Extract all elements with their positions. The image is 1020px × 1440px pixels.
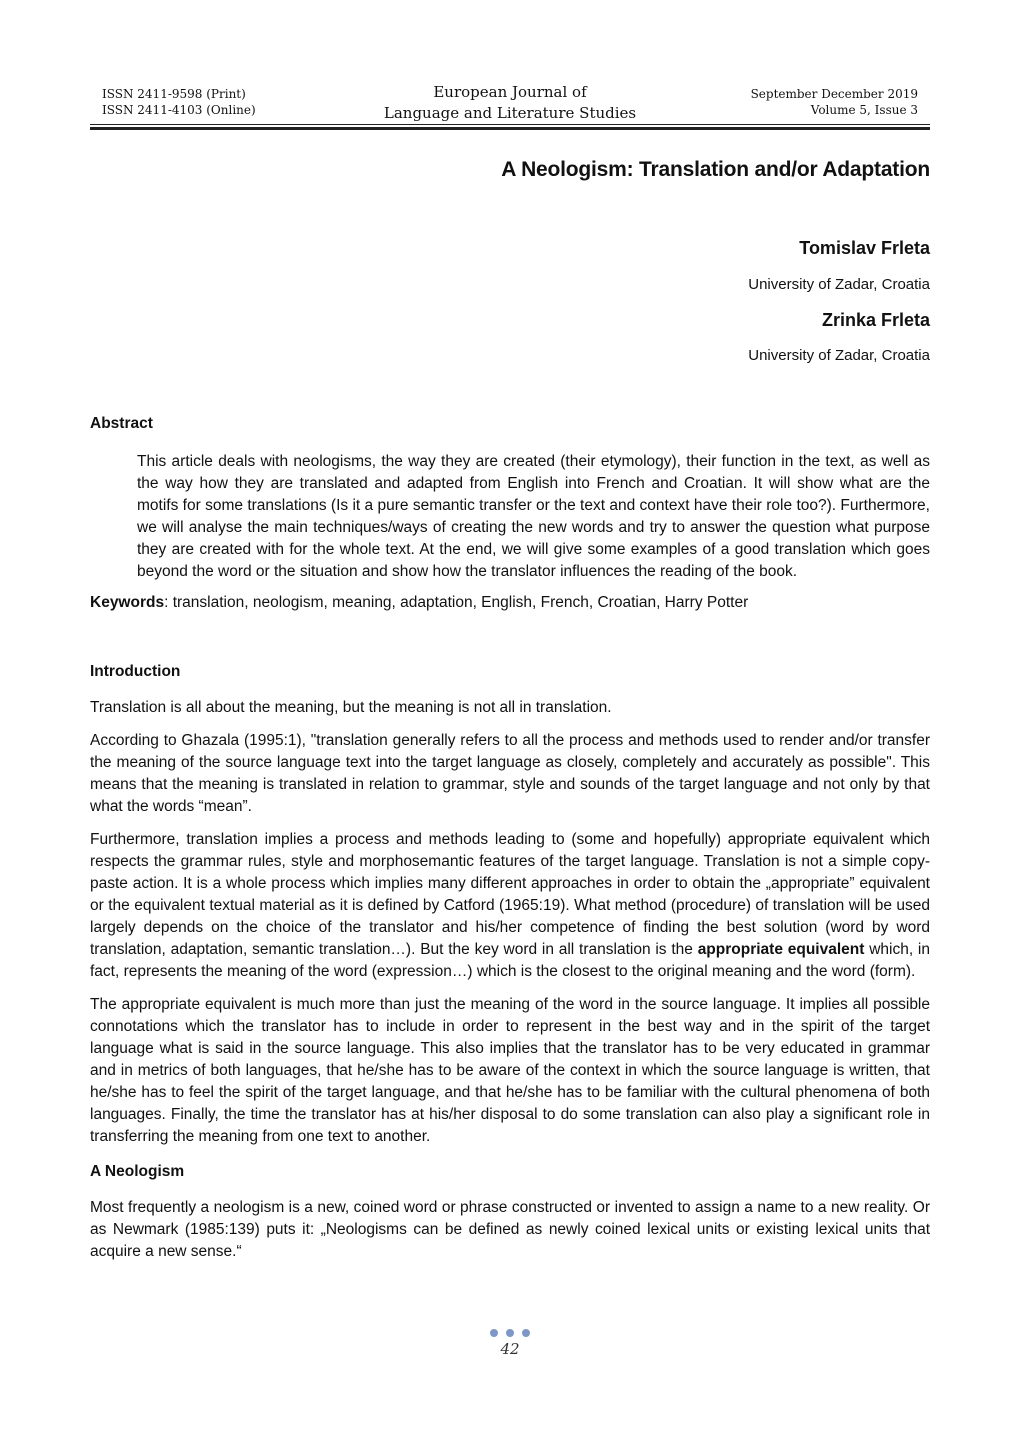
ornament-dot bbox=[522, 1329, 530, 1337]
paragraph: According to Ghazala (1995:1), "translation generally refers to all the process and methods used to render and/or transfer the meaning of the source language text into the target language as closely, completely and accurately as possible". This means that the meaning is translated in relation to grammar, style and sounds of the target language and not only by that what the words “mean”. bbox=[90, 732, 930, 815]
introduction-body bbox=[90, 697, 930, 1159]
paragraph: The appropriate equivalent is much more than just the meaning of the word in the source language. It implies all possible connotations which the translator has to include in order to represent in the best way and in the spirit of the target language what is said in the source language. This also implies that the translator has to be very educated in grammar and in metrics of both languages, that he/she has to be aware of the context in which the source language is written, that he/she has to feel the spirit of the target language, and that he/she has to be familiar with the cultural phenomena of both languages. Finally, the time the translator has at his/her disposal to do some translation can also play a significant role in transferring the meaning from one text to another. bbox=[90, 996, 930, 1145]
author-affiliation: University of Zadar, Croatia bbox=[748, 276, 930, 293]
issue-block bbox=[751, 86, 918, 118]
paragraph-text: Furthermore, translation implies a process and methods leading to (some and hopefully) appropriate equivalent which respects the grammar rules, style and morphosemantic features of the target language. Translation is not a simple copy-paste action. It is a whole process which implies many different approaches in order to obtain the „appropriate” equivalent or the equivalent textual material as it is defined by Catford (1965:19). What method (procedure) of translation will be used largely depends on the choice of the translator and his/her competence of finding the best solution (word by word translation, adaptation, semantic translation…). But the key word in all translation is the bbox=[90, 831, 930, 958]
page-ornament bbox=[490, 1329, 532, 1339]
neologism-body bbox=[90, 1197, 930, 1274]
author-name: Zrinka Frleta bbox=[821, 310, 930, 330]
keywords-list: : translation, neologism, meaning, adaptation, English, French, Croatian, Harry Potter bbox=[164, 594, 749, 611]
author-affiliation: University of Zadar, Croatia bbox=[748, 347, 930, 364]
issn-online: ISSN 2411-4103 (Online) bbox=[102, 103, 256, 117]
introduction-heading: Introduction bbox=[90, 663, 181, 680]
paragraph: Most frequently a neologism is a new, coined word or phrase constructed or invented to assign a name to a new reality. Or as Newmark (1985:139) puts it: „Neologisms can be defined as newly coined lexical units or existing lexical units that acquire a new sense.“ bbox=[90, 1199, 930, 1260]
paragraph: Translation is all about the meaning, but the meaning is not all in translation. bbox=[90, 699, 612, 716]
emphasis-term: appropriate equivalent bbox=[697, 941, 865, 958]
ornament-dot bbox=[490, 1329, 498, 1337]
author-name: Tomislav Frleta bbox=[799, 238, 930, 258]
volume-issue: Volume 5, Issue 3 bbox=[810, 103, 918, 117]
issue-date: September December 2019 bbox=[750, 87, 918, 101]
running-header bbox=[90, 82, 930, 122]
paragraph-text: which, in fact, represents the meaning of the word (expression…) which is the closest to the original meaning and the word (form). bbox=[90, 941, 930, 980]
abstract-heading: Abstract bbox=[90, 415, 153, 432]
ornament-dot bbox=[506, 1329, 514, 1337]
issn-print: ISSN 2411-9598 (Print) bbox=[102, 87, 246, 101]
journal-name-line1: European Journal of bbox=[433, 83, 587, 101]
header-rule-thick bbox=[90, 127, 930, 130]
neologism-heading: A Neologism bbox=[90, 1163, 185, 1180]
header-rule-thin bbox=[90, 124, 930, 125]
journal-name-line2: Language and Literature Studies bbox=[383, 104, 637, 122]
paragraph bbox=[90, 829, 930, 983]
keywords-label: Keywords bbox=[90, 594, 165, 611]
paper-title: A Neologism: Translation and/or Adaptation bbox=[501, 158, 930, 181]
page-number: 42 bbox=[500, 1340, 520, 1358]
abstract-text: This article deals with neologisms, the way they are created (their etymology), their function in the text, as well as the way how they are translated and adapted from English into French and Croatian. It will show what are the motifs for some translations (Is it a pure semantic transfer or the text and context have their role too?). Furthermore, we will analyse the main techniques/ways of creating the new words and try to answer the question what purpose they are created with for the whole text. At the end, we will give some examples of a good translation which goes beyond the word or the situation and show how the translator influences the reading of the book. bbox=[137, 453, 930, 580]
keywords-line bbox=[90, 594, 748, 612]
